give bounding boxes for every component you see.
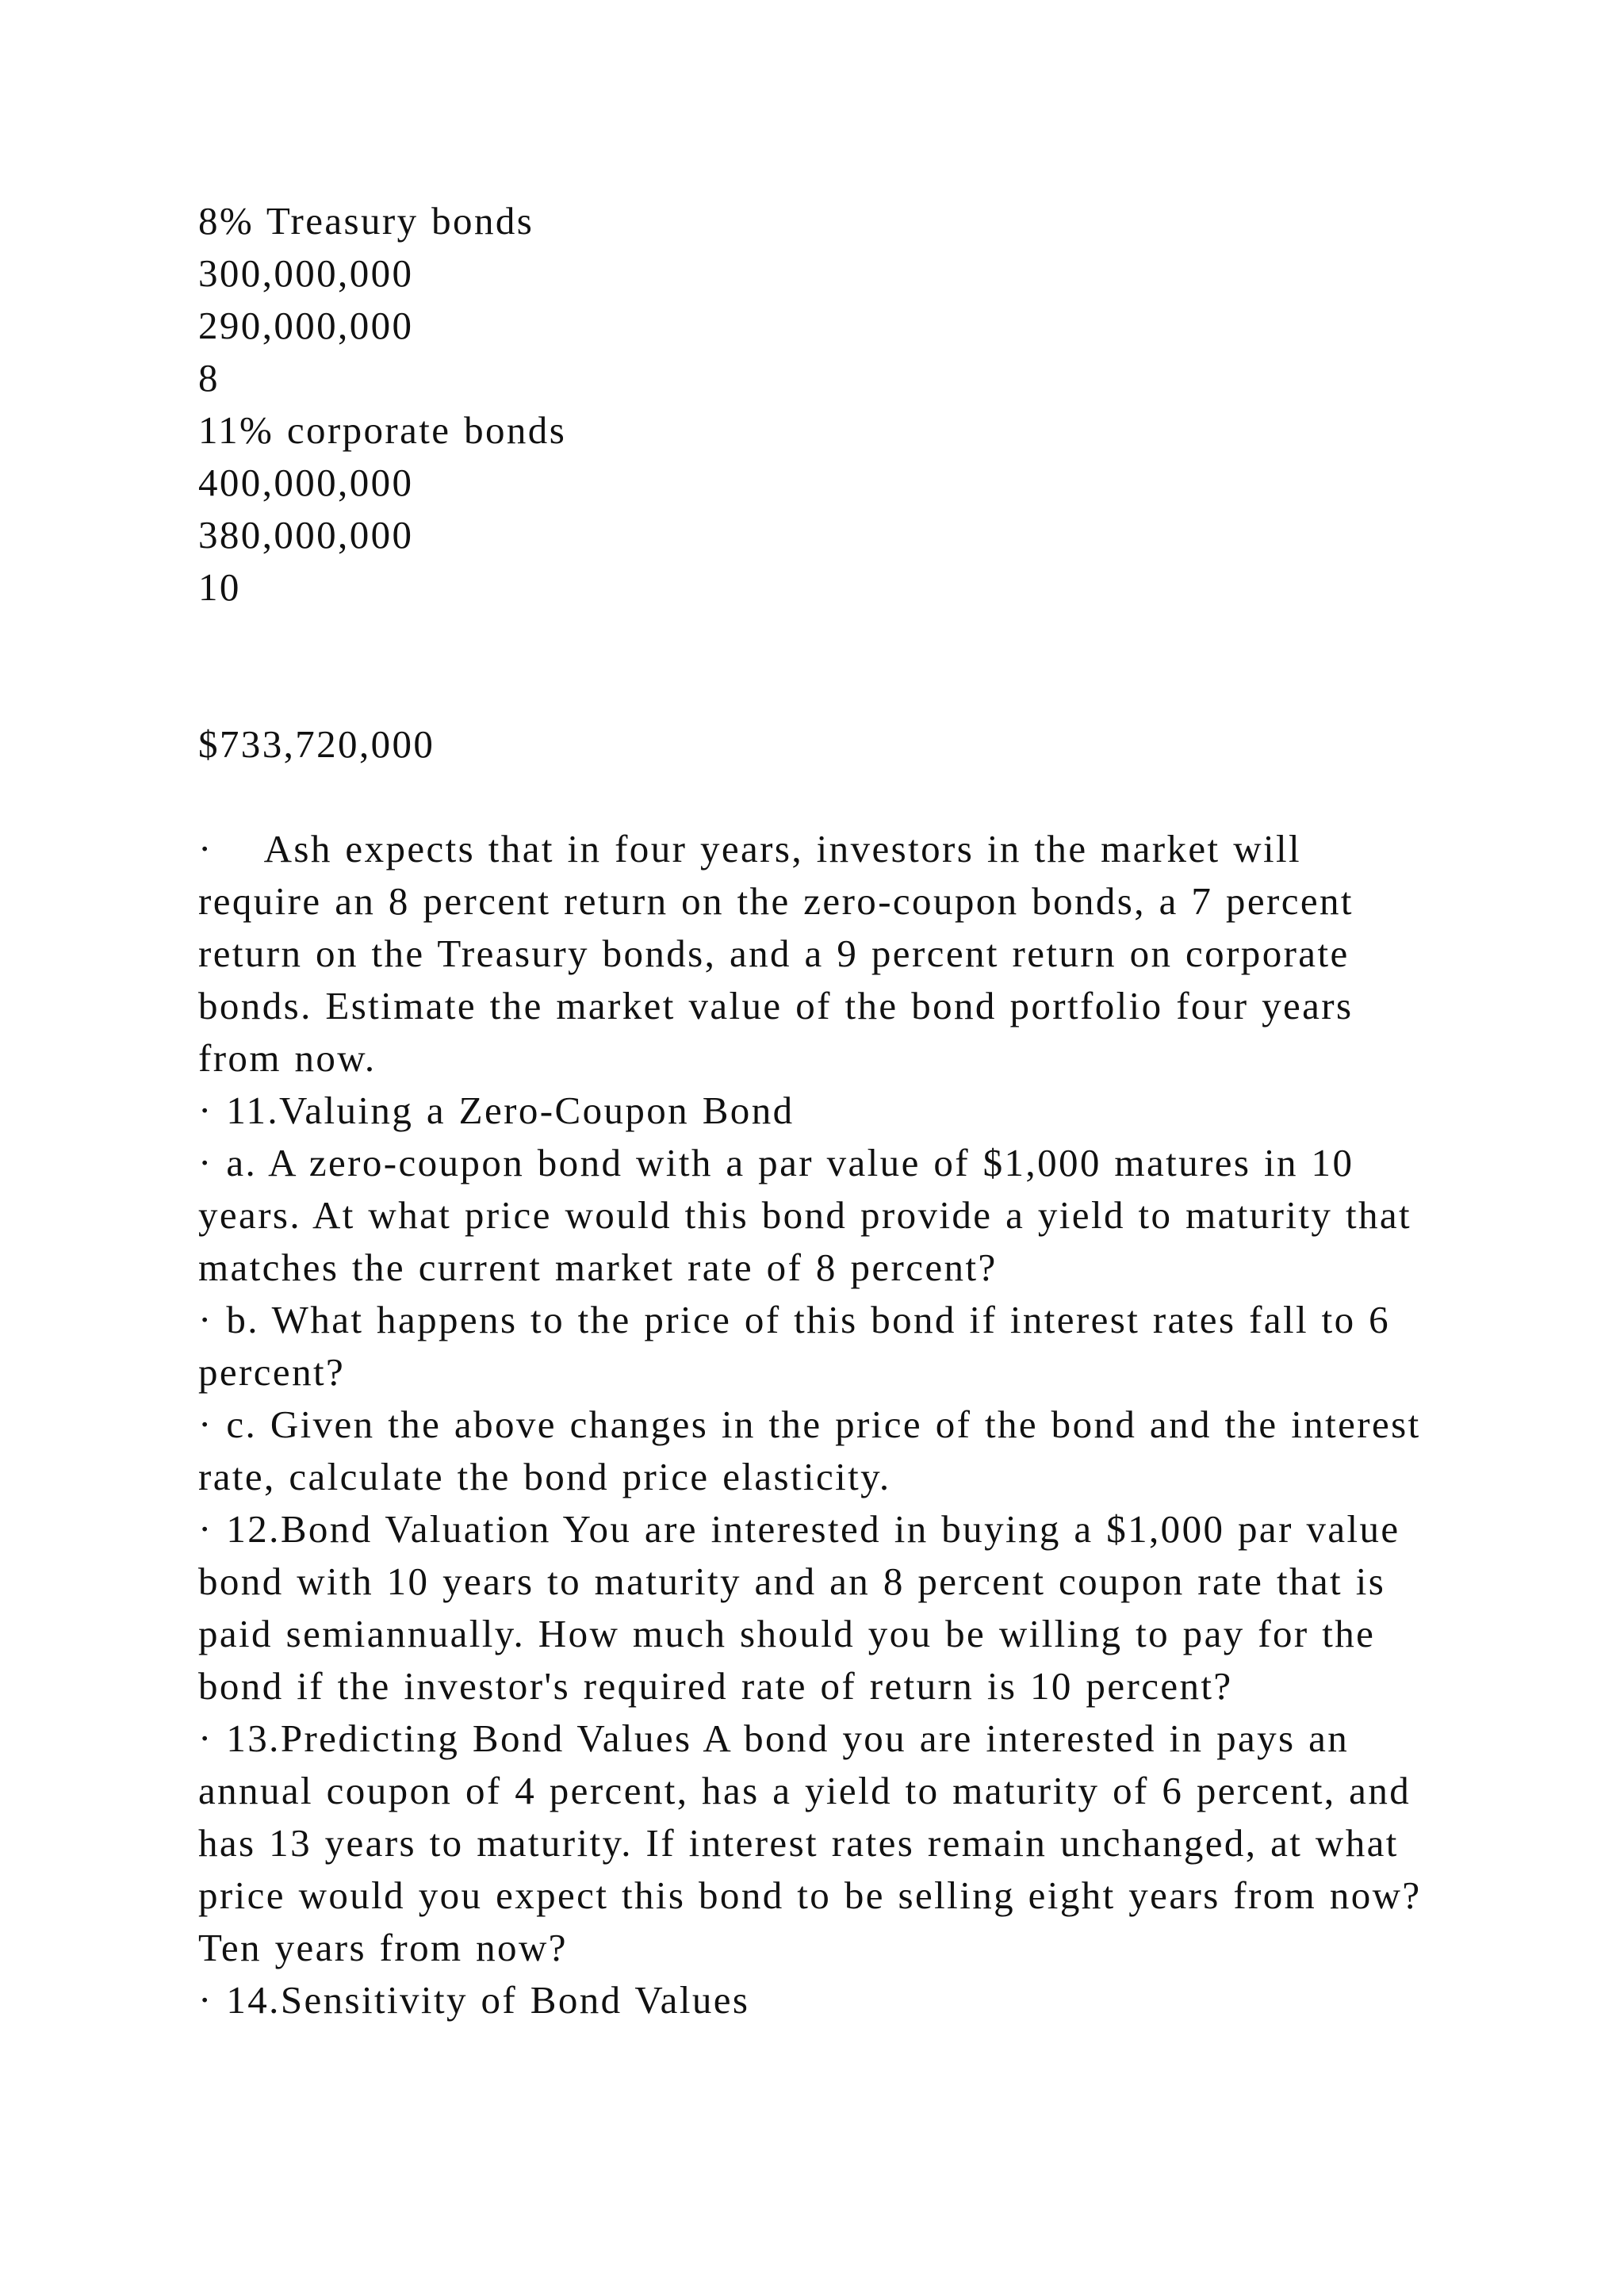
portfolio-total: $733,720,000	[198, 722, 435, 766]
question-11-part-a: · a. A zero-coupon bond with a par value of $1,000 matures in 10 years. At what price would this bond provide a yield to maturity that matches the current market rate of 8 percent?	[198, 1141, 1412, 1289]
spacer	[198, 666, 1435, 718]
table-line-corporate-years: 10	[198, 565, 241, 609]
table-line-corporate-par: 400,000,000	[198, 461, 414, 504]
bullet-ash-expectation: · Ash expects that in four years, investors in the market will require an 8 percent return on the zero-coupon bonds, a 7 percent return on the Treasury bonds, and a 9 percent return on corporate bonds. Estimate the market value of the bond portfolio four years from now.	[198, 827, 1367, 1080]
table-line-treasury-par: 300,000,000	[198, 251, 414, 295]
document-body	[198, 195, 1435, 2026]
table-line-corporate-label: 11% corporate bonds	[198, 408, 567, 452]
question-11-title: · 11.Valuing a Zero-Coupon Bond	[198, 1089, 795, 1132]
table-line-treasury-label: 8% Treasury bonds	[198, 199, 534, 243]
question-11-part-b: · b. What happens to the price of this bond if interest rates fall to 6 percent?	[198, 1298, 1391, 1394]
question-12: · 12.Bond Valuation You are interested in buying a $1,000 par value bond with 10 years to maturity and an 8 percent coupon rate that is paid semiannually. How much should you be willing to pay for the bond if the investor's required rate of return is 10 percent?	[198, 1507, 1400, 1708]
spacer	[198, 614, 1435, 666]
table-line-treasury-market: 290,000,000	[198, 304, 414, 347]
table-line-corporate-market: 380,000,000	[198, 513, 414, 557]
table-line-treasury-years: 8	[198, 356, 220, 400]
spacer	[198, 771, 1435, 823]
question-13: · 13.Predicting Bond Values A bond you are interested in pays an annual coupon of 4 percent, has a yield to maturity of 6 percent, and has 13 years to maturity. If interest rates remain unchanged, at what price would you expect this bond to be selling eight years from now? Ten years from now?	[198, 1716, 1422, 1969]
question-14-title: · 14.Sensitivity of Bond Values	[198, 1978, 750, 2022]
question-11-part-c: · c. Given the above changes in the price of the bond and the interest rate, calculate the bond price elasticity.	[198, 1402, 1421, 1498]
